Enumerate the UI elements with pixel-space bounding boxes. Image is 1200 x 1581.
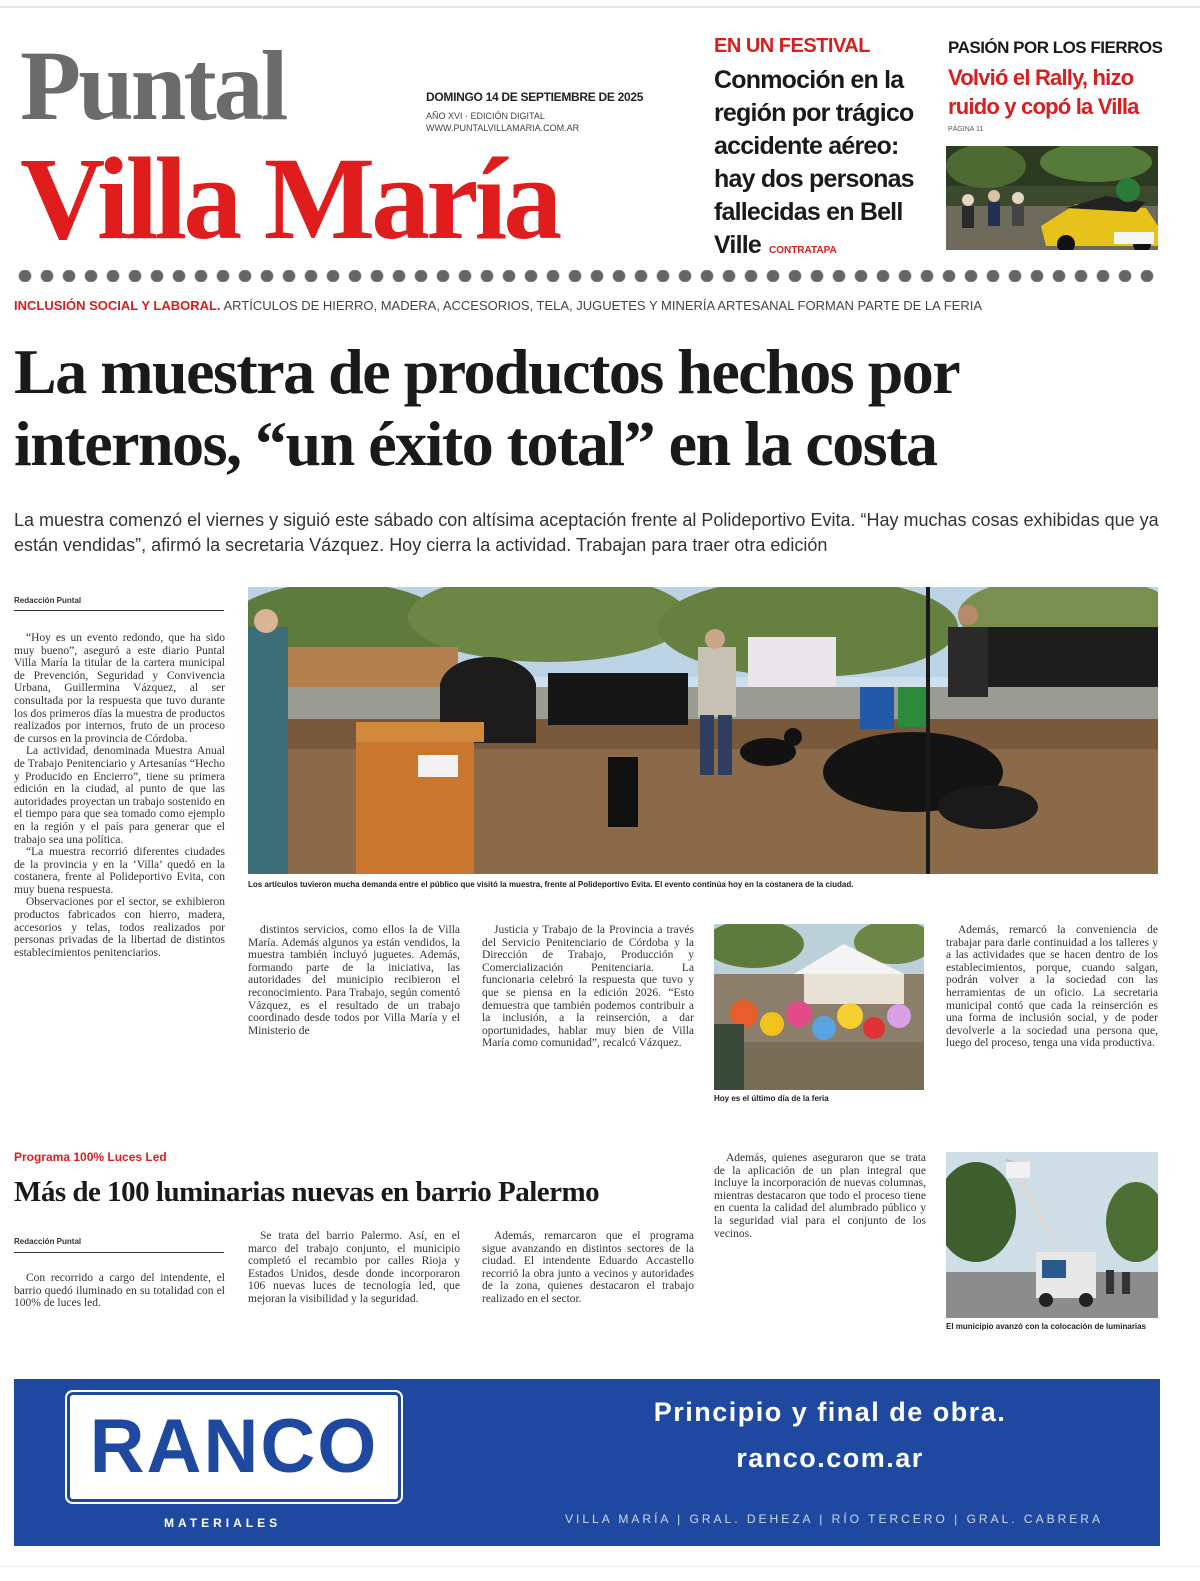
main-byline: Redacción Puntal [14, 596, 82, 605]
second-col4-paragraph: Además, quienes aseguraron que se trata de la aplicación de un plan integral que incluye la incorporación de nuevas columnas, mientras destacaron que todo el proceso tiene en cuenta la calidad del alumbrado público y la seguridad vial para el conjunto de los vecinos. [714, 1152, 926, 1240]
main-kicker-topic: INCLUSIÓN SOCIAL Y LABORAL. [14, 298, 221, 313]
ad-cities: VILLA MARÍA | GRAL. DEHEZA | RÍO TERCERO | GRAL. CABRERA [565, 1512, 1103, 1526]
main-col1-paragraph: La actividad, denominada Muestra Anual de Trabajo Penitenciario y Artesanías “Hecho y Producido en Encierro”, tiene su primera edición en la ciudad, al punto de que las autoridades proyectan un trabajo sostenido en el tiempo para que sea tomado como ejemplo en la región y el país para generar que el trabajo sea una política. [14, 745, 225, 846]
main-kicker [14, 298, 1164, 313]
main-column-4 [946, 924, 1158, 1106]
feria-toys-caption: Hoy es el último día de la feria [714, 1094, 829, 1103]
second-headline[interactable]: Más de 100 luminarias nuevas en barrio Palermo [14, 1176, 600, 1208]
main-subhead: La muestra comenzó el viernes y siguió este sábado con altísima aceptación frente al Polideportivo Evita. “Hay muchas cosas exhibidas que ya están vendidas”, afirmó la secretaria Vázquez. Hoy cierra la actividad. Trabajan para traer otra edición [14, 510, 1159, 555]
second-column-4 [714, 1152, 926, 1334]
main-col4-paragraph: Además, remarcó la conveniencia de trabajar para darle continuidad a los talleres y a las actividades que se hacen dentro de los establecimientos, porque, cuando salgan, podrán volver a la sociedad con las herramientas de un oficio. La secretaria municipal contó que cada la reinserción es una forma de inclusión social, y de poder devolverle a la sociedad una persona que, luego del proceso, tenga una vida productiva. [946, 924, 1158, 1050]
feria-toys-photo[interactable] [714, 924, 924, 1090]
main-kicker-detail: ARTÍCULOS DE HIERRO, MADERA, ACCESORIOS, TELA, JUGUETES Y MINERÍA ARTESANAL FORMAN PARTE DE LA FERIA [220, 298, 982, 313]
second-column-3 [482, 1230, 694, 1334]
second-column-2 [248, 1230, 460, 1334]
main-col1-paragraph: Observaciones por el sector, se exhibieron productos fabricados con hierro, madera, accesorios y telas, todos realizados por personas privadas de la libertad de distintos establecimientos penitenciarios. [14, 896, 225, 959]
luminarias-photo-graphic [946, 1152, 1158, 1318]
main-column-3 [482, 924, 694, 1106]
luminarias-caption: El municipio avanzó con la colocación de luminarias [946, 1322, 1147, 1331]
teaser-accident-continue: CONTRATAPA [768, 245, 837, 256]
teaser-accident-kicker: EN UN FESTIVAL [714, 35, 870, 57]
teaser-rally-photo[interactable] [946, 146, 1158, 250]
section-divider [14, 270, 1160, 282]
teaser-accident-headline[interactable] [714, 64, 934, 267]
second-byline: Redacción Puntal [14, 1237, 82, 1246]
ad-url-link[interactable]: ranco.com.ar [736, 1443, 924, 1473]
luminarias-photo[interactable] [946, 1152, 1158, 1318]
teaser-rally-kicker: PASIÓN POR LOS FIERROS [948, 38, 1163, 57]
edition-meta-line1: AÑO XVI · EDICIÓN DIGITAL [426, 111, 545, 121]
teaser-rally-page: PÁGINA 11 [948, 126, 984, 133]
masthead-villa-maria[interactable]: Villa María [20, 133, 559, 264]
feria-photo-graphic [248, 587, 1158, 874]
toys-photo-graphic [714, 924, 924, 1090]
top-border [0, 6, 1200, 8]
teaser-rally-headline[interactable]: Volvió el Rally, hizo ruido y copó la Villa [948, 65, 1139, 119]
edition-meta-url: WWW.PUNTALVILLAMARIA.COM.AR [426, 123, 580, 133]
byline-rule [14, 610, 224, 611]
ranco-advertisement[interactable] [14, 1379, 1160, 1546]
ranco-logo[interactable] [70, 1395, 398, 1499]
masthead-puntal[interactable]: Puntal [20, 30, 286, 141]
teaser-accident-title[interactable]: Conmoción en la región por trágico accidente aéreo: hay dos personas fallecidas en Bell Ville [714, 66, 914, 259]
second-col2-paragraph: Se trata del barrio Palermo. Así, en el marco del trabajo conjunto, el municipio completó el recambio por calles Rioja y Estados Unidos, desde donde incorporaron 106 nuevas luces de tecnología led, que mejoran la visibilidad y la seguridad. [248, 1230, 460, 1305]
rally-photo-graphic [946, 146, 1158, 250]
main-column-1 [14, 632, 225, 1106]
main-column-2 [248, 924, 460, 1106]
second-column-1 [14, 1272, 225, 1334]
main-col1-paragraph: “La muestra recorrió diferentes ciudades de la provincia y en la ‘Villa’ quedó en la costanera, frente al Polideportivo Evita, con muy buena respuesta. [14, 846, 225, 896]
ranco-logo-sub: MATERIALES [164, 1516, 282, 1530]
second-byline-rule [14, 1252, 224, 1253]
main-story-photo[interactable] [248, 587, 1158, 874]
second-col1-paragraph: Con recorrido a cargo del intendente, el barrio quedó iluminado en su totalidad con el 100% de luces led. [14, 1272, 225, 1310]
main-col2-paragraph: distintos servicios, como ellos la de Villa María. Además algunos ya están vendidos, la muestra también incluyó juguetes. Además, formando parte de la iniciativa, las autoridades del municipio recibieron el reconocimiento. Para Trabajo, según comentó Vázquez, es el resultado de un trabajo coordinado desde todos por Villa María y el Ministerio de [248, 924, 460, 1037]
edition-date: DOMINGO 14 DE SEPTIEMBRE DE 2025 [426, 90, 644, 104]
main-col1-paragraph: “Hoy es un evento redondo, que ha sido muy bueno”, aseguró a este diario Puntal Villa María la titular de la cartera municipal de Prevención, Seguridad y Convivencia Urbana, Guillermina Vázquez, al ser consultada por la respuesta que tuvo durante los dos primeros días la muestra de productos realizados por internos, fruto de un proceso de cursos en la provincia de Córdoba. [14, 632, 225, 745]
ranco-logo-text: RANCO [89, 1404, 379, 1489]
second-col3-paragraph: Además, remarcaron que el programa sigue avanzando en distintos sectores de la ciudad. El intendente Eduardo Accastello recorrió la obra junto a vecinos y autoridades de la zona, quienes destacaron el trabajo realizado en el sector. [482, 1230, 694, 1305]
second-kicker: Programa 100% Luces Led [14, 1150, 167, 1164]
main-col3-paragraph: Justicia y Trabajo de la Provincia a través del Servicio Penitenciario de Córdoba y la Dirección de Trabajo, Producción y Comercialización Penitenciaria. La funcionaria celebró la respuesta que tuvo y que se piensa en la edición 2026. “Esto demuestra que también podemos contribuir a la inclusión, a la reinserción, a dar oportunidades, hablar muy bien de Villa María como comunidad”, recalcó Vázquez. [482, 924, 694, 1050]
main-photo-caption: Los artículos tuvieron mucha demanda entre el público que visitó la muestra, frente al Polideportivo Evita. El evento continúa hoy en la costanera de la ciudad. [248, 880, 854, 889]
ad-slogan: Principio y final de obra. [653, 1397, 1007, 1427]
bottom-border [0, 1566, 1200, 1567]
main-headline[interactable]: La muestra de productos hechos por internos, “un éxito total” en la costa [14, 336, 959, 479]
edition-meta [426, 110, 579, 134]
